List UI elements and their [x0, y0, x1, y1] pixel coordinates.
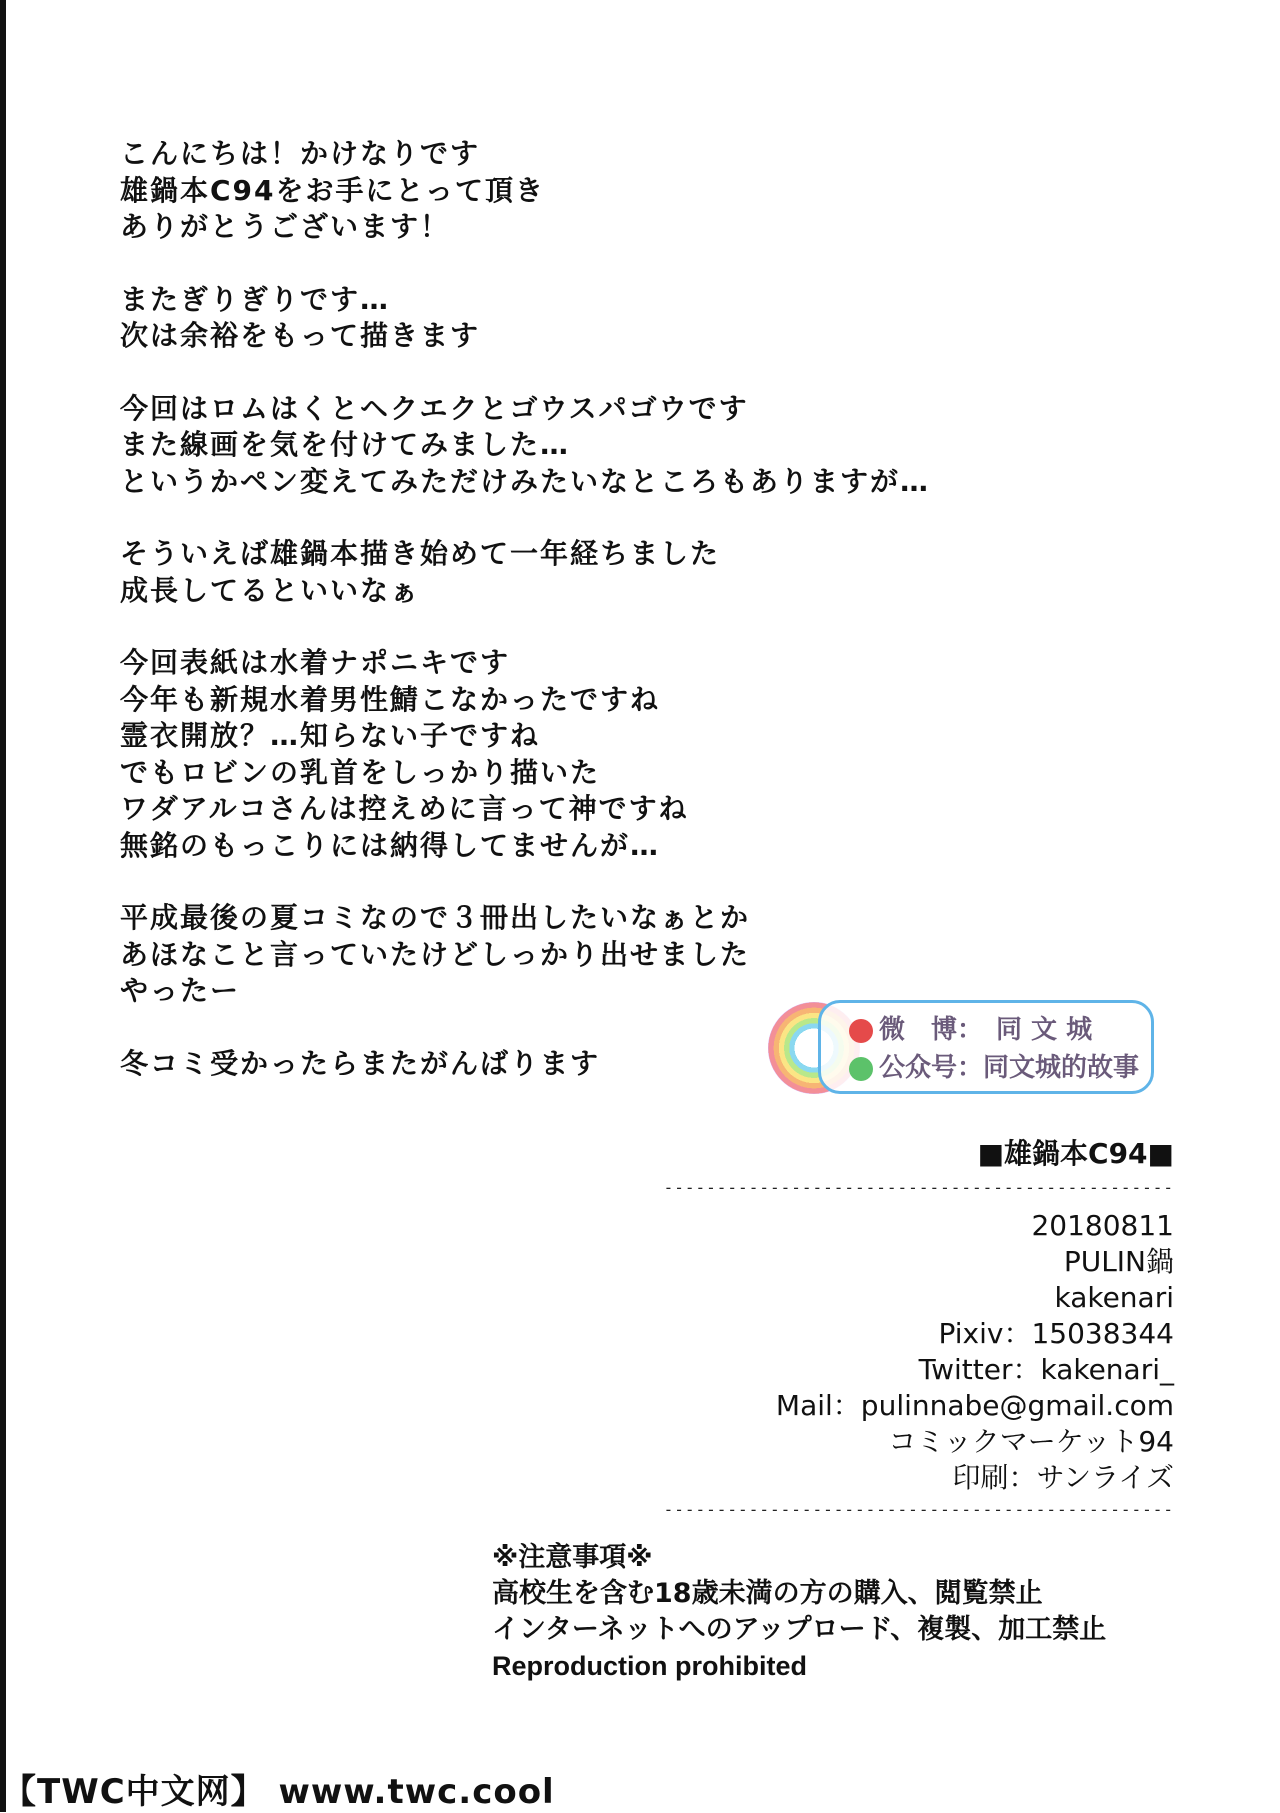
page-border [0, 0, 6, 1812]
circle-name: PULIN鍋 [1063, 1245, 1174, 1278]
afterword-line: やったー [120, 974, 241, 1007]
afterword-line: そういえば雄鍋本描き始めて一年経ちました [120, 537, 721, 570]
mail-address: Mail：pulinnabe@gmail.com [775, 1389, 1174, 1422]
weibo-icon [849, 1019, 873, 1043]
divider-top: ------------------------------------------------ [663, 1178, 1174, 1197]
afterword-paragraph [120, 900, 930, 1010]
event-name: コミックマーケット94 [888, 1425, 1174, 1458]
afterword-line: 成長してるといいなぁ [120, 573, 421, 607]
notice-age-restriction: 高校生を含む18歳未満の方の購入、閲覧禁止 [492, 1578, 1043, 1609]
weibo-label: 微 博： 同 文 城 [879, 1015, 1093, 1045]
afterword-line: 無銘のもっこりには納得してませんが… [120, 828, 661, 862]
afterword-line: 平成最後の夏コミなので３冊出したいなぁとか [120, 901, 751, 934]
afterword-line: またぎりぎりです… [120, 282, 391, 316]
afterword-line: でもロビンの乳首をしっかり描いた [120, 755, 601, 789]
watermark-weibo [849, 1009, 1092, 1046]
afterword-line: ありがとうございます！ [120, 210, 451, 243]
afterword-text [120, 136, 930, 1118]
afterword-line: 今回はロムはくとヘクエクとゴウスパゴウです [120, 391, 749, 425]
afterword-line: 今年も新規水着男性鯖こなかったですね [120, 682, 661, 716]
colophon-title: ■雄鍋本C94■ [977, 1137, 1174, 1170]
afterword-line: 次は余裕をもって描きます [120, 319, 481, 352]
notice-heading: ※注意事項※ [492, 1542, 653, 1573]
watermark-wechat [849, 1047, 1139, 1084]
afterword-line: 今回表紙は水着ナポニキです [120, 646, 511, 679]
watermark-box [818, 1000, 1154, 1094]
wechat-label: 公众号：同文城的故事 [879, 1053, 1140, 1083]
afterword-line: 冬コミ受かったらまたがんばります [120, 1046, 601, 1080]
afterword-line: ワダアルコさんは控えめに言って神ですね [120, 792, 689, 825]
pixiv-id: Pixiv：15038344 [938, 1317, 1174, 1350]
twitter-handle: Twitter：kakenari_ [918, 1353, 1174, 1386]
colophon [664, 1136, 1174, 1530]
afterword-paragraph [120, 391, 930, 501]
notice-reproduction: Reproduction prohibited [492, 1651, 807, 1681]
notice-upload-ban: インターネットへのアップロード、複製、加工禁止 [492, 1614, 1107, 1645]
author-name: kakenari [1054, 1281, 1174, 1314]
release-date: 20180811 [1031, 1209, 1174, 1242]
printer-name: 印刷：サンライズ [952, 1461, 1174, 1494]
afterword-line: 雄鍋本C94をお手にとって頂き [120, 173, 545, 207]
divider-bottom: ------------------------------------------------ [663, 1500, 1174, 1519]
notice-block [492, 1540, 1106, 1684]
afterword-paragraph [120, 645, 930, 864]
afterword-line: あほなこと言っていたけどしっかり出せました [120, 937, 751, 971]
afterword-line: というかペン変えてみただけみたいなところもありますが… [120, 464, 931, 498]
afterword-paragraph [120, 536, 930, 609]
afterword-paragraph [120, 136, 930, 246]
wechat-icon [849, 1057, 873, 1081]
afterword-line: 霊衣開放？…知らない子ですね [120, 719, 541, 752]
afterword-paragraph [120, 282, 930, 355]
afterword-line: また線画を気を付けてみました… [120, 428, 571, 461]
afterword-line: こんにちは！かけなりです [120, 137, 481, 170]
site-credit: 【TWC中文网】 www.twc.cool [2, 1772, 555, 1812]
watermark [768, 1000, 1164, 1096]
